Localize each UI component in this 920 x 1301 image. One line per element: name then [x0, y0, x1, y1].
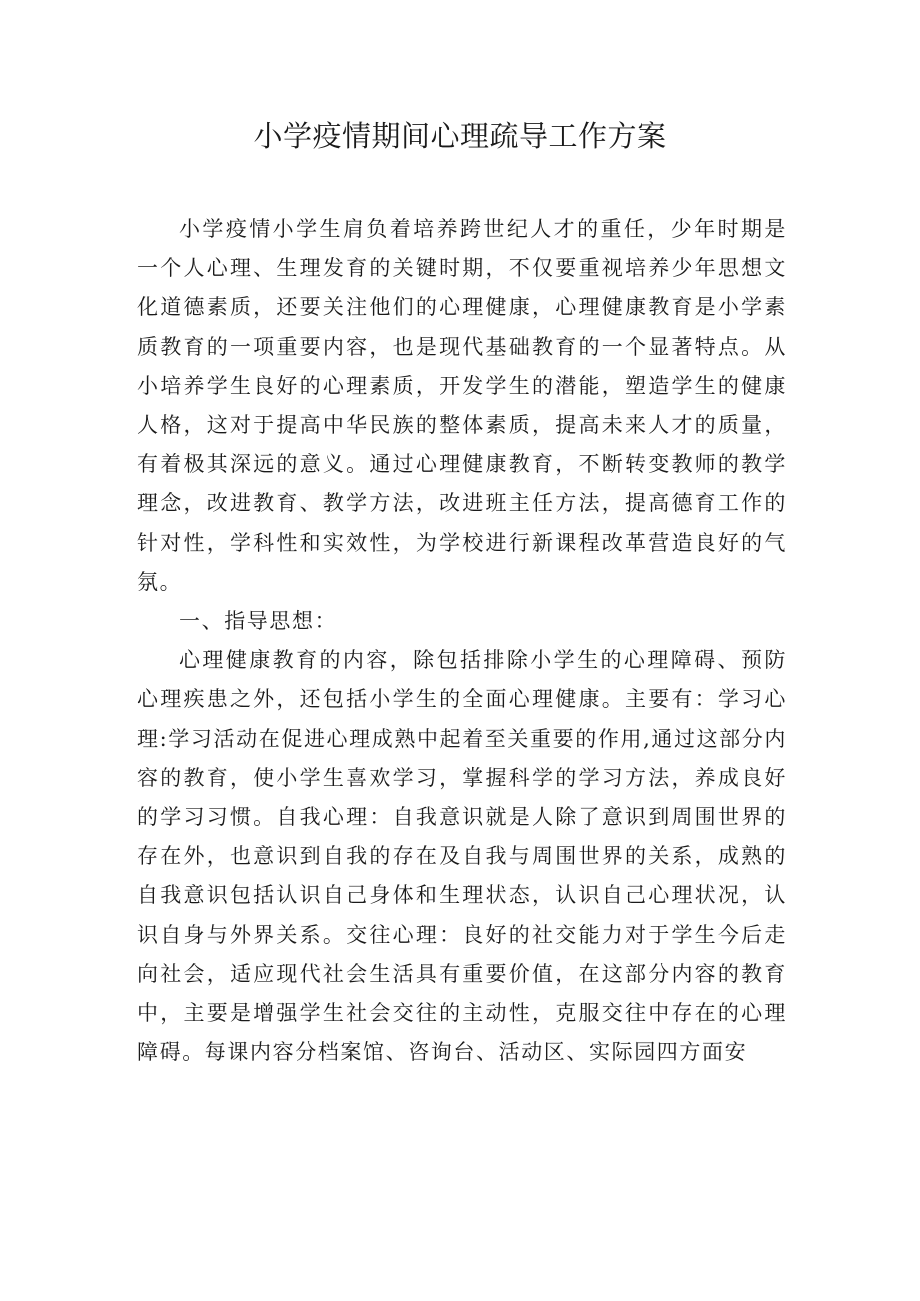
document-title: 小学疫情期间心理疏导工作方案: [253, 119, 667, 153]
paragraph-content: 心理健康教育的内容，除包括排除小学生的心理障碍、预防心理疾患之外，还包括小学生的全面心理健康。主要有：学习心理:学习活动在促进心理成熟中起着至关重要的作用,通过这部分内容的教育，使小学生喜欢学习，掌握科学的学习方法，养成良好的学习习惯。自我心理：自我意识就是人除了意识到周围世界的存在外，也意识到自我的存在及自我与周围世界的关系，成熟的自我意识包括认识自己身体和生理状态，认识自己心理状况，认识自身与外界关系。交往心理：良好的社交能力对于学生今后走向社会，适应现代社会生活具有重要价值，在这部分内容的教育中，主要是增强学生社会交往的主动性，克服交往中存在的心理障碍。每课内容分档案馆、咨询台、活动区、实际园四方面安: [137, 648, 787, 1065]
paragraph-intro: 小学疫情小学生肩负着培养跨世纪人才的重任，少年时期是一个人心理、生理发育的关键时期，不仅要重视培养少年思想文化道德素质，还要关注他们的心理健康，心理健康教育是小学素质教育的一项重要内容，也是现代基础教育的一个显著特点。从小培养学生良好的心理素质，开发学生的潜能，塑造学生的健康人格，这对于提高中华民族的整体素质，提高未来人才的质量，有着极其深远的意义。通过心理健康教育，不断转变教师的教学理念，改进教育、教学方法，改进班主任方法，提高德育工作的针对性，学科性和实效性，为学校进行新课程改革营造良好的气氛。: [137, 217, 787, 594]
document-body: [137, 210, 787, 1072]
section-heading-guiding-ideology: 一、指导思想：: [179, 609, 338, 634]
